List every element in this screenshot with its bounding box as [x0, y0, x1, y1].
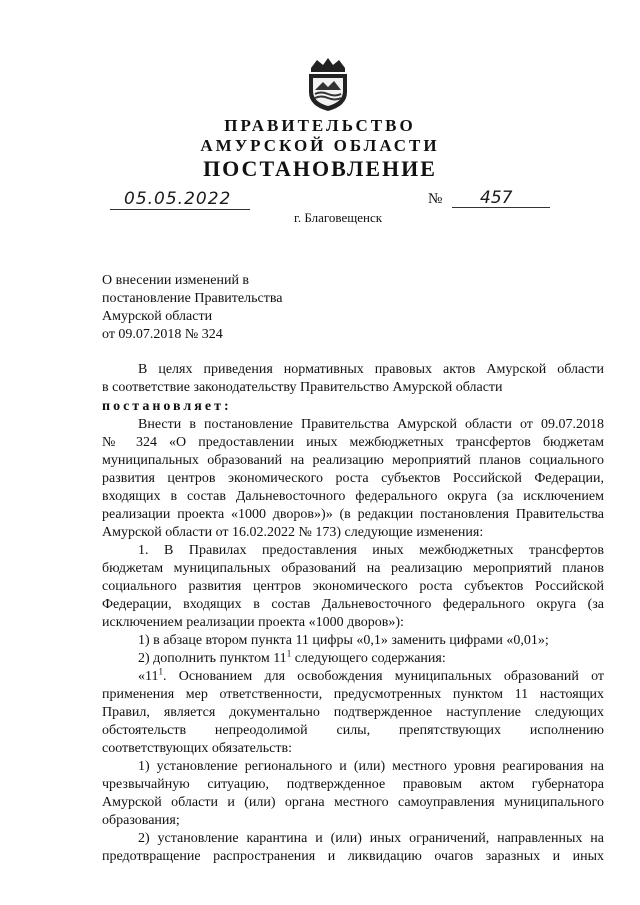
- subject-line: постановление Правительства: [102, 291, 283, 306]
- government-title-line1: ПРАВИТЕЛЬСТВО: [224, 116, 416, 135]
- body-line: [102, 668, 604, 687]
- body-line: предотвращение распространения и ликвидацию очагов заразных и иных: [102, 849, 604, 864]
- number-label: №: [428, 191, 443, 207]
- body-line: применения мер ответственности, предусмотренных пунктом 11 настоящих: [102, 687, 604, 702]
- subject-block: [102, 272, 282, 344]
- body-line: 2) установление карантина и (или) иных ограничений, направленных на: [138, 831, 604, 846]
- body-line-decree: постановляет:: [102, 399, 232, 414]
- body-line: реализации проекта «1000 дворов»)» (в редакции постановления Правительства: [102, 507, 604, 522]
- text-span: . Основанием для освобождения муниципальных образований от: [162, 669, 604, 684]
- date-underline: [110, 209, 250, 210]
- body-line: Внести в постановление Правительства Амурской области от 09.07.2018: [138, 417, 604, 432]
- body-line: обстоятельств непреодолимой силы, препятствующих исполнению: [102, 723, 604, 738]
- body-line: исключением реализации проекта «1000 дворов»):: [102, 615, 404, 630]
- subject-line: О внесении изменений в: [102, 273, 250, 288]
- government-title-line2: АМУРСКОЙ ОБЛАСТИ: [200, 136, 440, 155]
- body-line: развития центров экономического роста субъектов Российской Федерации,: [102, 471, 604, 486]
- body-line: № 324 «О предоставлении иных межбюджетных трансфертов бюджетам: [102, 435, 604, 450]
- body-line: 1. В Правилах предоставления иных межбюджетных трансфертов: [138, 543, 604, 558]
- document-type-title: ПОСТАНОВЛЕНИЕ: [203, 156, 437, 181]
- body-line: соответствующих обязательств:: [102, 741, 293, 756]
- body-line: в соответствие законодательству Правительство Амурской области: [102, 380, 503, 395]
- body-line: муниципальных образований на реализацию мероприятий планов социального: [102, 453, 604, 468]
- body-line: бюджетам муниципальных образований на реализацию мероприятий планов: [102, 561, 604, 576]
- body-line: образования;: [102, 813, 180, 828]
- body-line: входящих в состав Дальневосточного федерального округа (за исключением: [102, 489, 604, 504]
- superscript: 1: [286, 648, 292, 659]
- text-span: 2) дополнить пунктом 11: [138, 651, 287, 666]
- body-line: В целях приведения нормативных правовых актов Амурской области: [138, 362, 604, 377]
- body-line: 1) установление регионального и (или) местного уровня реагирования на: [138, 759, 604, 774]
- subject-line: от 09.07.2018 № 324: [102, 327, 223, 342]
- coat-of-arms-emblem: [305, 56, 351, 112]
- body-line: Федерации, входящих в состав Дальневосточного федерального округа (за: [102, 597, 604, 612]
- number-underline: [452, 207, 550, 208]
- text-span: следующего содержания:: [291, 651, 446, 666]
- subject-line: Амурской области: [102, 309, 213, 324]
- body-line: чрезвычайную ситуацию, подтвержденное правовым актом губернатора: [102, 777, 604, 792]
- body-line: Амурской области от 16.02.2022 № 173) следующие изменения:: [102, 525, 484, 540]
- document-date: 05.05.2022: [124, 189, 232, 209]
- body-line: Правил, является документально подтвержденное наступление следующих: [102, 705, 604, 720]
- body-line: Амурской области и (или) органа местного самоуправления муниципального: [102, 795, 604, 810]
- body-line: социального развития центров экономического роста субъектов Российской: [102, 579, 604, 594]
- city-label: г. Благовещенск: [294, 210, 383, 225]
- document-number: 457: [480, 188, 513, 208]
- text-span: «11: [138, 669, 159, 684]
- body-line: 1) в абзаце втором пункта 11 цифры «0,1» заменить цифрами «0,01»;: [138, 633, 549, 648]
- superscript: 1: [158, 666, 163, 677]
- body-line: [102, 650, 604, 669]
